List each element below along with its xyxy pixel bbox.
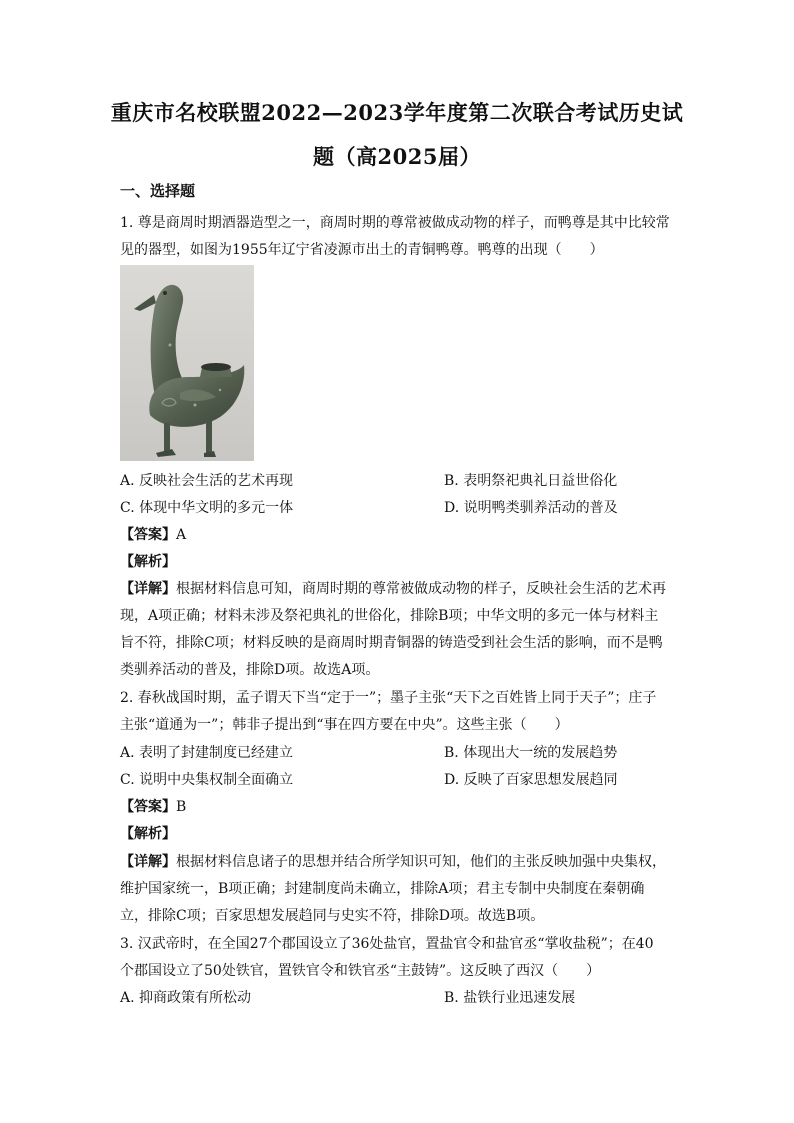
q1-answer-value: A — [176, 527, 187, 543]
bronze-duck-zun-image — [120, 265, 254, 461]
q1-detail-line2: 现，A项正确；材料未涉及祭祀典礼的世俗化，排除B项；中华文明的多元一体与材料主 — [120, 608, 659, 624]
q2-answer-label: 【答案】 — [120, 799, 176, 815]
q2-option-b: B. 体现出大一统的发展趋势 — [444, 745, 618, 761]
q3-stem-line2: 个郡国设立了50处铁官，置铁官令和铁官丞“主鼓铸”。这反映了西汉（ ） — [120, 963, 601, 979]
q2-analysis-label: 【解析】 — [120, 826, 176, 842]
q2-option-c: C. 说明中央集权制全面确立 — [120, 772, 294, 788]
q1-option-b: B. 表明祭祀典礼日益世俗化 — [444, 473, 618, 489]
q3-option-a: A. 抑商政策有所松动 — [120, 990, 252, 1006]
q1-option-d: D. 说明鸭类驯养活动的普及 — [444, 500, 618, 516]
q2-detail-label: 【详解】 — [120, 854, 176, 870]
q2-detail-line3: 立，排除C项；百家思想发展趋同与史实不符，排除D项。故选B项。 — [120, 908, 545, 924]
section-heading: 一、选择题 — [120, 182, 196, 200]
q2-detail-line2: 维护国家统一，B项正确；封建制度尚未确立，排除A项；君主专制中央制度在秦朝确 — [120, 881, 645, 897]
q1-analysis-label: 【解析】 — [120, 554, 176, 570]
q2-stem-line1: 2. 春秋战国时期，孟子谓天下当“定于一”；墨子主张“天下之百姓皆上同于天子”；庄子 — [120, 690, 657, 706]
q2-option-a: A. 表明了封建制度已经建立 — [120, 745, 294, 761]
q1-option-c: C. 体现中华文明的多元一体 — [120, 500, 294, 516]
q1-detail-line3: 旨不符，排除C项；材料反映的是商周时期青铜器的铸造受到社会生活的影响，而不是鸭 — [120, 635, 663, 651]
doc-title-line1: 重庆市名校联盟2022—2023学年度第二次联合考试历史试 — [110, 100, 684, 125]
q1-detail-line4: 类驯养活动的普及，排除D项。故选A项。 — [120, 662, 380, 678]
q1-answer — [120, 524, 676, 544]
q2-option-d: D. 反映了百家思想发展趋同 — [444, 772, 618, 788]
q2-answer-value: B — [176, 799, 187, 815]
q1-option-a: A. 反映社会生活的艺术再现 — [120, 473, 294, 489]
q1-detail-text1: 根据材料信息可知，商周时期的尊常被做成动物的样子，反映社会生活的艺术再 — [176, 581, 666, 597]
q1-answer-label: 【答案】 — [120, 527, 176, 543]
q2-answer — [120, 796, 676, 816]
q1-detail-line1 — [120, 578, 676, 598]
q1-stem-line2: 见的器型，如图为1955年辽宁省凌源市出土的青铜鸭尊。鸭尊的出现（ ） — [120, 242, 604, 258]
q2-stem-line2: 主张“道通为一”；韩非子提出到“事在四方要在中央”。这些主张（ ） — [120, 717, 569, 733]
q2-detail-line1 — [120, 851, 676, 871]
q3-option-b: B. 盐铁行业迅速发展 — [444, 990, 576, 1006]
q1-stem-line1: 1. 尊是商周时期酒器造型之一，商周时期的尊常被做成动物的样子，而鸭尊是其中比较常 — [120, 215, 670, 231]
doc-title-line2: 题（高2025届） — [313, 144, 481, 169]
q1-detail-label: 【详解】 — [120, 581, 176, 597]
q2-detail-text1: 根据材料信息诸子的思想并结合所学知识可知，他们的主张反映加强中央集权， — [176, 854, 666, 870]
q3-stem-line1: 3. 汉武帝时，在全国27个郡国设立了36处盐官，置盐官令和盐官丞“掌收盐税”；在40 — [120, 936, 654, 952]
